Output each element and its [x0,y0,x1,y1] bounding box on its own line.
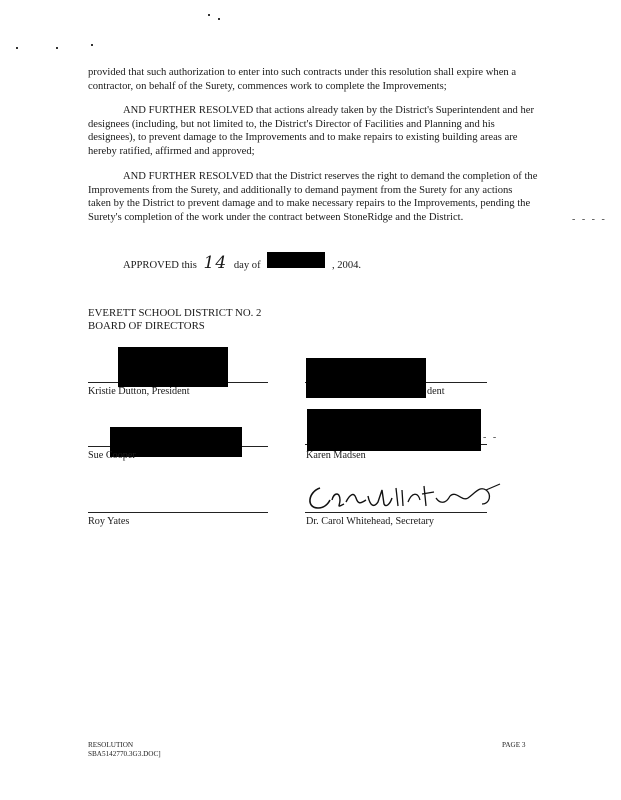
scan-speck [91,44,93,46]
signatory-whitehead: Dr. Carol Whitehead, Secretary [306,516,434,527]
signature-line-whitehead [305,512,487,513]
district-name: EVERETT SCHOOL DISTRICT NO. 2 [88,307,262,319]
redaction-signature-dutton [118,347,228,387]
redaction-signature-president2 [306,358,426,398]
paragraph-ratified: AND FURTHER RESOLVED that actions already taken by the District's Superintendent and her designees (including, but not limited to, the District's Director of Facilities and Planning and his designees), to prevent damage to the Improvements and to make repairs to existing building areas are hereby ratified, affirmed and approved; [88,105,535,157]
redaction-signature-madsen [307,409,481,451]
approval-line [123,252,361,273]
approval-suffix: , 2004. [331,260,362,271]
signatory-yates: Roy Yates [88,516,130,527]
scan-speck [16,47,18,49]
page-number: PAGE 3 [502,741,526,749]
signatory-dutton: Kristie Dutton, President [88,386,190,397]
signatory-cooper: Sue Cooper [88,450,136,461]
footer-title: RESOLUTION [88,741,134,749]
board-title: BOARD OF DIRECTORS [88,320,205,332]
signature-line-yates [88,512,268,513]
signatory-madsen: Karen Madsen [306,450,366,461]
handwritten-day: 14 [203,253,228,273]
redaction-month [267,252,325,268]
paragraph-reserves: AND FURTHER RESOLVED that the District reserves the right to demand the completion of the Improvements from the Surety, and additionally to demand payment from the Surety for any actions taken by the District to prevent damage and to make necessary repairs to the Improvements, pending the Surety's completion of the work under the contract between StoneRidge and the District. [88,171,538,223]
margin-dashes: - - - - [572,214,607,225]
paragraph-continued: provided that such authorization to enter into such contracts under this resolution shall expire when a contractor, on behalf of the Surety, commences work to complete the Improvements; [88,67,517,92]
footer-file: SBA5142770.3G3.DOC] [88,750,161,758]
approval-middle: day of [233,260,261,271]
footer-doc-id [88,741,161,759]
scan-speck [208,14,210,16]
board-heading [88,307,261,333]
approval-prefix: APPROVED this [123,260,197,271]
scan-speck [56,47,58,49]
signatory-president2: dent [427,386,445,397]
scan-speck [218,18,220,20]
margin-dashes: - - [483,432,499,443]
